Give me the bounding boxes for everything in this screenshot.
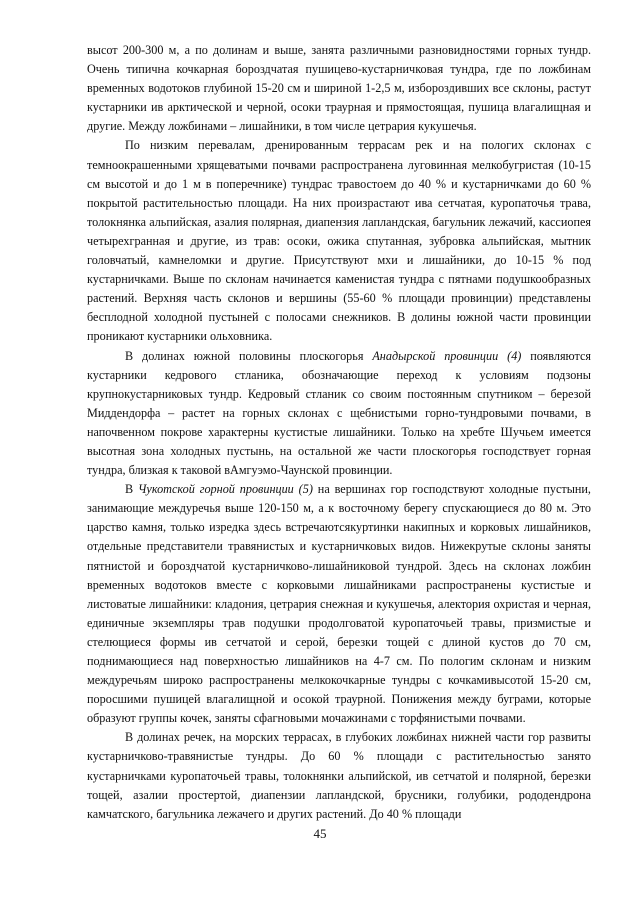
paragraph-2-text: По низким перевалам, дренированным террасам рек и на пологих склонах с темноокрашенными хрящеватыми почвами распространена луговинная мелкобугристая (10-15 см высотой и до 1 м в поперечнике) тундрас травостоем до 40 % и кустарничками до 60 % покрытой растительностью площади. На них произрастают ива сетчатая, куропаточья трава, толокнянка альпийская, азалия полярная, диапензия лапландская, багульник лежачий, кассиопея четырехгранная и другие, из трав: осоки, ожика спутанная, зубровка альпийская, мытник головчатый, камнеломки и другие. Присутствуют мхи и лишайники, до 10-15 % под кустарничками. Выше по склонам начинается каменистая тундра с пятнами подушкообразных растений. Верхняя часть склонов и вершины (55-60 % площади провинции) представлены бесплодной холодной пустыней с полосами снежников. В долины южной части провинции проникают кустарники ольховника. xyxy=(87,138,591,344)
paragraph-2 xyxy=(87,136,591,346)
paragraph-3-text-start: В долинах южной половины плоскогорья xyxy=(125,348,373,363)
paragraph-4 xyxy=(87,480,591,728)
paragraph-4-text-start: В xyxy=(125,482,139,497)
anadyr-province-name: Анадырской провинции (4) xyxy=(372,348,522,363)
paragraph-5-text: В долинах речек, на морских террасах, в глубоких ложбинах нижней части гор развиты кустарничково-травянистые тундры. До 60 % площади с растительностью занято кустарничками куропаточьей травы, толокнянки альпийской, ив сетчатой и полярной, березки тощей, азалии простертой, диапензии лапландской, брусники, голубики, рододендрона камчатского, багульника лежачего и других растений. До 40 % площади xyxy=(87,730,591,821)
paragraph-1-text: высот 200-300 м, а по долинам и выше, занята различными разновидностями горных тундр. Очень типична кочкарная бороздчатая пушицево-кустарничковая тундра, где по ложбинам временных водотоков глубиной 15-20 см и шириной 1-2,5 м, избороздивших все склоны, растут кустарники ив арктической и черной, осоки траурная и прямостоящая, пушица влагалищная и другие. Между ложбинами – лишайники, в том числе цетрария кукушечья. xyxy=(87,43,591,134)
page-number: 45 xyxy=(313,826,327,841)
paragraph-5 xyxy=(87,728,591,823)
chukotka-province-name: Чукотской горной провинции (5) xyxy=(138,482,313,497)
paragraph-1 xyxy=(87,41,591,136)
document-page xyxy=(87,41,591,824)
paragraph-4-text-end: на вершинах гор господствуют холодные пустыни, занимающие междуречья выше 120-150 м, а к восточному берегу спускающиеся до 80 м. Это царство камня, только изредка здесь встречаютсякуртинки накипных и корковых лишайников, отдельные представители травянистых и кустарничковых видов. Нижекрутые склоны заняты пятнистой и бороздчатой кустарничково-лишайниковой тундрой. Здесь на склонах ложбин временных водотоков вместе с корковыми лишайниками распространены кустистые и листоватые лишайники: кладония, цетрария снежная и кукушечья, алектория охристая и черная, единичные экземпляры трав подушки продолговатой куропаточьей травы, призмистые и стелющиеся формы ив сетчатой и серой, березки тощей с длиной кустов до 70 см, поднимающиеся над поверхностью лишайников на 4-7 см. По пологим склонам и низким междуречьям широко распространены мелкокочкарные тундры с кочкамивысотой 15-20 см, поросшими пушицей влагалищной и осокой траурной. Понижения между буграми, которые образуют группы кочек, заняты сфагновыми мочажинами с торфянистыми почвами. xyxy=(87,482,591,726)
paragraph-3 xyxy=(87,347,591,481)
paragraph-3-text-end: появляются кустарники кедрового стланика, обозначающие переход к условиям подзоны крупнокустарниковых тундр. Кедровый стланик со своим постоянным спутником – березой Миддендорфа – растет на горных склонах с щебнистыми горно-тундровыми почвами, в напочвенном покрове характерны кустистые лишайники. Только на хребте Шучьем имеется высотная зона холодных пустынь, на остальной же части плоскогорья господствует горная тундра, близкая к таковой вАмгуэмо-Чаунской провинции. xyxy=(87,348,591,478)
